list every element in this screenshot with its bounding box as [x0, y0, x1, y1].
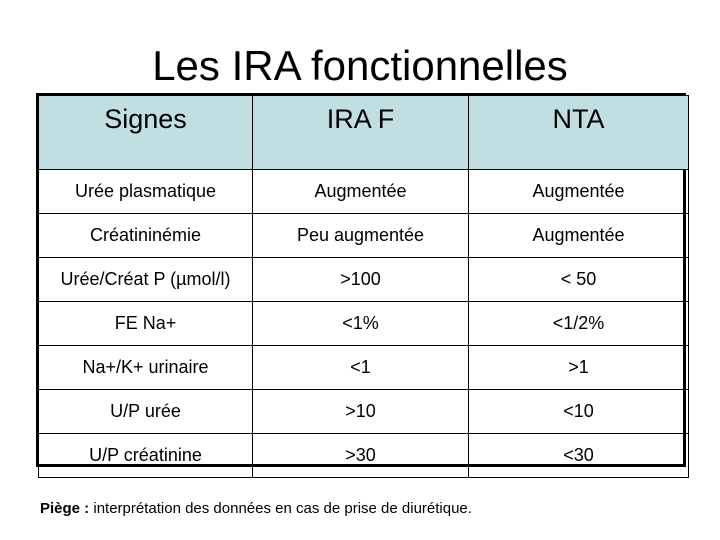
cell-nta: <1/2%: [469, 302, 689, 346]
cell-nta: >1: [469, 346, 689, 390]
cell-ira-f: <1%: [253, 302, 469, 346]
cell-nta: Augmentée: [469, 214, 689, 258]
slide-title: Les IRA fonctionnelles: [152, 42, 568, 89]
footnote-label: Piège :: [40, 500, 90, 517]
cell-ira-f: >10: [253, 390, 469, 434]
table-row: [39, 258, 689, 302]
comparison-table: [38, 95, 689, 478]
table-row: [39, 346, 689, 390]
header-ira-f: IRA F: [253, 96, 469, 170]
cell-nta: <30: [469, 434, 689, 478]
cell-sign: Créatininémie: [39, 214, 253, 258]
table-row: [39, 214, 689, 258]
table-row: [39, 390, 689, 434]
comparison-table-frame: [36, 93, 686, 467]
footnote-text: interprétation des données en cas de prise de diurétique.: [89, 500, 472, 517]
cell-ira-f: >30: [253, 434, 469, 478]
header-nta: NTA: [469, 96, 689, 170]
cell-sign: Na+/K+ urinaire: [39, 346, 253, 390]
header-signes: Signes: [39, 96, 253, 170]
cell-ira-f: Peu augmentée: [253, 214, 469, 258]
cell-ira-f: Augmentée: [253, 170, 469, 214]
cell-nta: Augmentée: [469, 170, 689, 214]
table-header-row: [39, 96, 689, 170]
footnote: [40, 500, 472, 518]
cell-sign: FE Na+: [39, 302, 253, 346]
cell-nta: <10: [469, 390, 689, 434]
cell-sign: Urée plasmatique: [39, 170, 253, 214]
cell-nta: < 50: [469, 258, 689, 302]
cell-sign: U/P créatinine: [39, 434, 253, 478]
cell-ira-f: <1: [253, 346, 469, 390]
table-row: [39, 434, 689, 478]
cell-sign: U/P urée: [39, 390, 253, 434]
cell-sign: Urée/Créat P (µmol/l): [39, 258, 253, 302]
table-row: [39, 302, 689, 346]
cell-ira-f: >100: [253, 258, 469, 302]
table-row: [39, 170, 689, 214]
